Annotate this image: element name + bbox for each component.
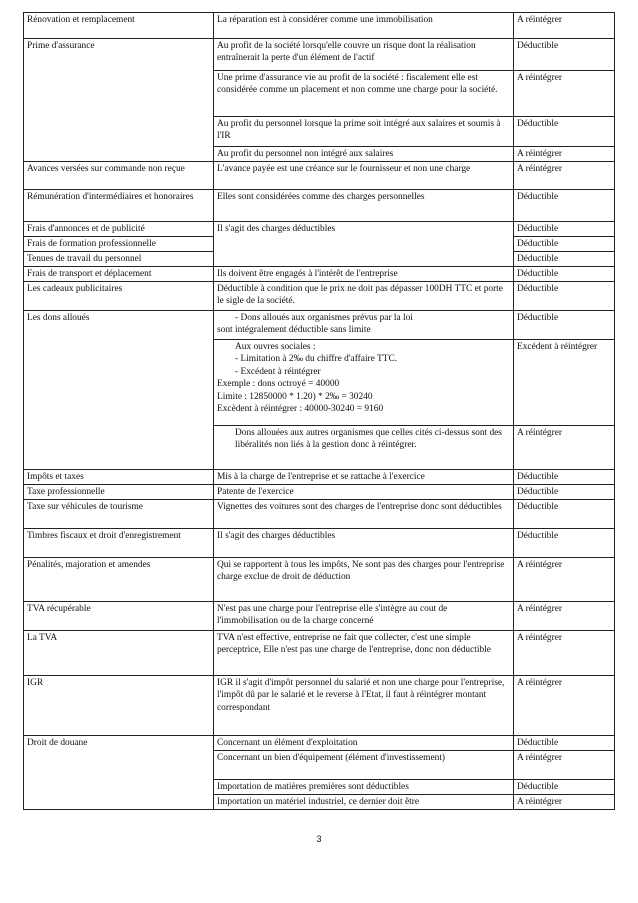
cell-description: Elles sont considérées comme des charges personnelles <box>214 190 514 222</box>
cell-status: Déductible <box>514 529 615 558</box>
dons-other-cell <box>214 426 514 470</box>
table-row <box>24 676 615 736</box>
table-row <box>24 529 615 558</box>
cell-status: A réintégrer <box>514 71 615 117</box>
cell-status: Déductible <box>514 117 615 147</box>
dons-limit-calc: Limite : 12850000 * 1.20) * 2‰ = 30240 <box>217 391 373 402</box>
dons-excess-line: - Excédent à réintégrer <box>235 366 321 377</box>
cell-status: Déductible <box>514 252 615 267</box>
cell-label: Timbres fiscaux et droit d'enregistrement <box>24 529 214 558</box>
cell-description: Il s'agit des charges déductibles <box>214 529 514 558</box>
cell-description: Concernant un bien d'équipement (élément d'investissement) <box>214 751 514 780</box>
cell-label: Frais de transport et déplacement <box>24 267 214 282</box>
cell-label: Rémunération d'intermédiaires et honoraires <box>24 190 214 222</box>
cell-status: Déductible <box>514 485 615 500</box>
cell-status: A réintégrer <box>514 162 615 190</box>
cell-description: Au profit du personnel lorsque la prime soit intégré aux salaires et soumis à l'IR <box>214 117 514 147</box>
cell-label: Frais d'annonces et de publicité <box>24 222 214 237</box>
cell-status: A réintégrer <box>514 795 615 810</box>
cell-label: Taxe sur véhicules de tourisme <box>24 500 214 529</box>
table-row <box>24 282 615 311</box>
table-row <box>24 500 615 529</box>
deductibility-table <box>23 12 615 810</box>
cell-status: A réintégrer <box>514 558 615 602</box>
cell-description: Vignettes des voitures sont des charges de l'entreprise donc sont déductibles <box>214 500 514 529</box>
cell-description: Qui se rapportent à tous les impôts, Ne sont pas des charges pour l'entreprise charge exclue de droit de déduction <box>214 558 514 602</box>
cell-status: A réintégrer <box>514 13 615 39</box>
dons-other-text: Dons allouées aux autres organismes que celles cités ci-dessus sont des libéralités non liés à la gestion donc à réintégrer. <box>235 428 502 451</box>
cell-description: Concernant un élément d'exploitation <box>214 736 514 751</box>
cell-status: Déductible <box>514 736 615 751</box>
dons-excess-calc: Excèdent à réintégrer : 40000-30240 = 9160 <box>217 404 384 415</box>
dons-example-line: Exemple : dons octroyé = 40000 <box>217 379 340 390</box>
cell-description: Ils doivent être engagés à l'intérêt de l'entreprise <box>214 267 514 282</box>
cell-status: Déductible <box>514 267 615 282</box>
cell-description: Au profit de la société lorsqu'elle couvre un risque dont la réalisation entraînerait la perte d'un élément de l'actif <box>214 39 514 71</box>
table-row <box>24 558 615 602</box>
dons-label: Les dons alloués <box>24 311 214 470</box>
table-row <box>24 190 615 222</box>
cell-description: Importation un matériel industriel, ce dernier doit être <box>214 795 514 810</box>
cell-label: La TVA <box>24 631 214 676</box>
cell-description: Mis à la charge de l'entreprise et se rattache à l'exercice <box>214 470 514 485</box>
cell-label: IGR <box>24 676 214 736</box>
dons-legal-line2: sont intégralement déductible sans limite <box>217 325 371 336</box>
table-row <box>24 311 615 340</box>
cell-description: Une prime d'assurance vie au profit de la société : fiscalement elle est considérée comme un placement et non comme une charge pour la société. <box>214 71 514 117</box>
cell-label: Pénalités, majoration et amendes <box>24 558 214 602</box>
cell-description: TVA n'est effective, entreprise ne fait que collecter, c'est une simple perceptrice, Elle n'est pas une charge de l'entreprise, donc non déductible <box>214 631 514 676</box>
table-row <box>24 13 615 39</box>
cell-label: Avances versées sur commande non reçue <box>24 162 214 190</box>
cell-label: Taxe professionnelle <box>24 485 214 500</box>
table-row <box>24 267 615 282</box>
cell-status: Déductible <box>514 190 615 222</box>
cell-status: Déductible <box>514 237 615 252</box>
dons-legal-line1: - Dons alloués aux organismes prévus par la loi <box>235 313 413 323</box>
cell-status: Excédent à réintégrer <box>514 340 615 426</box>
cell-status: Déductible <box>514 470 615 485</box>
cell-status: A réintégrer <box>514 147 615 162</box>
cell-status: Déductible <box>514 39 615 71</box>
cell-label: Tenues de travail du personnel <box>24 252 214 267</box>
dons-oeuvres-title: Aux ouvres sociales : <box>235 342 316 352</box>
cell-description: IGR il s'agit d'impôt personnel du salarié et non une charge pour l'entreprise, l'impôt dû par le salarié et le reverse à l'Etat, il faut à réintégrer montant correspondant <box>214 676 514 736</box>
table-row <box>24 736 615 751</box>
douane-label: Droit de douane <box>24 736 214 810</box>
cell-description: Au profit du personnel non intégré aux salaires <box>214 147 514 162</box>
dons-legal-cell <box>214 311 514 340</box>
cell-description: Patente de l'exercice <box>214 485 514 500</box>
cell-label: Rénovation et remplacement <box>24 13 214 39</box>
cell-status: A réintégrer <box>514 676 615 736</box>
cell-status: Déductible <box>514 500 615 529</box>
cell-status: A réintégrer <box>514 751 615 780</box>
cell-label: Prime d'assurance <box>24 39 214 162</box>
table-row <box>24 602 615 631</box>
cell-description: Importation de matières premières sont déductibles <box>214 780 514 795</box>
cell-status: A réintégrer <box>514 426 615 470</box>
cell-status: Déductible <box>514 780 615 795</box>
cell-status: A réintégrer <box>514 602 615 631</box>
cell-description: La réparation est à considérer comme une immobilisation <box>214 13 514 39</box>
table-row <box>24 39 615 71</box>
cell-status: Déductible <box>514 282 615 311</box>
cell-description: N'est pas une charge pour l'entreprise elle s'intègre au cout de l'immobilisation ou de la charge concerné <box>214 602 514 631</box>
cell-description: Déductible à condition que le prix ne doit pas dépasser 100DH TTC et porte le sigle de la société. <box>214 282 514 311</box>
page-number: 3 <box>316 834 322 844</box>
cell-description: Il s'agit des charges déductibles <box>214 222 514 267</box>
cell-status: Déductible <box>514 311 615 340</box>
dons-limit-line: - Limitation à 2‰ du chiffre d'affaire TTC. <box>235 354 398 365</box>
table-row <box>24 162 615 190</box>
cell-label: Impôts et taxes <box>24 470 214 485</box>
table-row <box>24 222 615 237</box>
cell-description: L'avance payée est une créance sur le fournisseur et non une charge <box>214 162 514 190</box>
table-row <box>24 470 615 485</box>
table-row <box>24 485 615 500</box>
dons-oeuvres-cell <box>214 340 514 426</box>
cell-label: TVA récupérable <box>24 602 214 631</box>
cell-label: Les cadeaux publicitaires <box>24 282 214 311</box>
cell-status: Déductible <box>514 222 615 237</box>
table-row <box>24 631 615 676</box>
cell-label: Frais de formation professionnelle <box>24 237 214 252</box>
cell-status: A réintégrer <box>514 631 615 676</box>
